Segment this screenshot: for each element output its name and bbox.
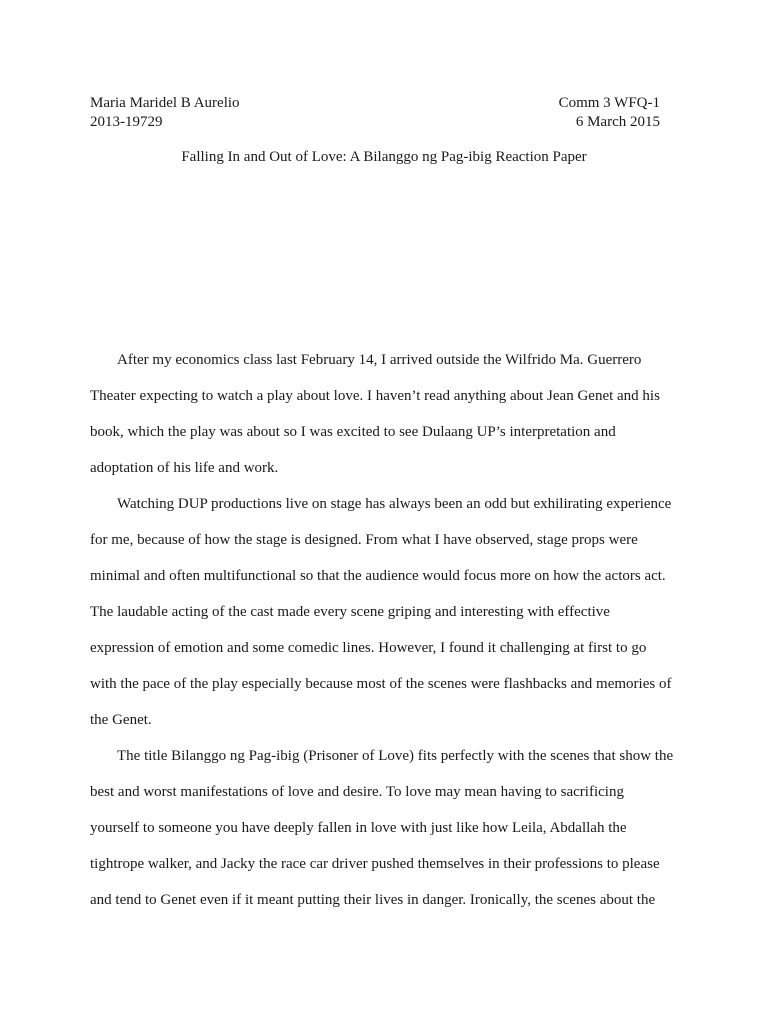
body-text: [90, 342, 690, 918]
paragraph-1-line: book, which the play was about so I was excited to see Dulaang UP’s interpretation and: [90, 424, 616, 440]
author-name: Maria Maridel B Aurelio: [90, 95, 240, 111]
paragraph-2-line: expression of emotion and some comedic lines. However, I found it challenging at first to go: [90, 640, 647, 656]
paragraph-3-line: tightrope walker, and Jacky the race car driver pushed themselves in their professions to please: [90, 856, 660, 872]
paragraph-2-line: The laudable acting of the cast made every scene griping and interesting with effective: [90, 604, 610, 620]
paragraph-2-line: Watching DUP productions live on stage has always been an odd but exhilirating experience: [117, 496, 672, 512]
paragraph-2-line: minimal and often multifunctional so that the audience would focus more on how the actors act.: [90, 568, 666, 584]
course-code: Comm 3 WFQ-1: [558, 95, 660, 111]
paragraph-1-line: After my economics class last February 14, I arrived outside the Wilfrido Ma. Guerrero: [117, 352, 642, 368]
paragraph-1-line: adoptation of his life and work.: [90, 460, 279, 476]
paragraph-3-line: The title Bilanggo ng Pag-ibig (Prisoner of Love) fits perfectly with the scenes that show the: [117, 748, 674, 764]
paper-title: Falling In and Out of Love: A Bilanggo ng Pag-ibig Reaction Paper: [181, 149, 587, 165]
paragraph-1-line: Theater expecting to watch a play about love. I haven’t read anything about Jean Genet and his: [90, 388, 660, 404]
student-number: 2013-19729: [90, 114, 163, 130]
paragraph-2-line: with the pace of the play especially because most of the scenes were flashbacks and memories of: [90, 676, 672, 692]
paragraph-3-line: yourself to someone you have deeply fallen in love with just like how Leila, Abdallah the: [90, 820, 627, 836]
paragraph-3-line: best and worst manifestations of love and desire. To love may mean having to sacrificing: [90, 784, 624, 800]
paragraph-2-line: for me, because of how the stage is designed. From what I have observed, stage props were: [90, 532, 638, 548]
paragraph-3-line: and tend to Genet even if it meant putting their lives in danger. Ironically, the scenes about the: [90, 892, 656, 908]
paragraph-2-line: the Genet.: [90, 712, 152, 728]
submission-date: 6 March 2015: [575, 114, 660, 130]
